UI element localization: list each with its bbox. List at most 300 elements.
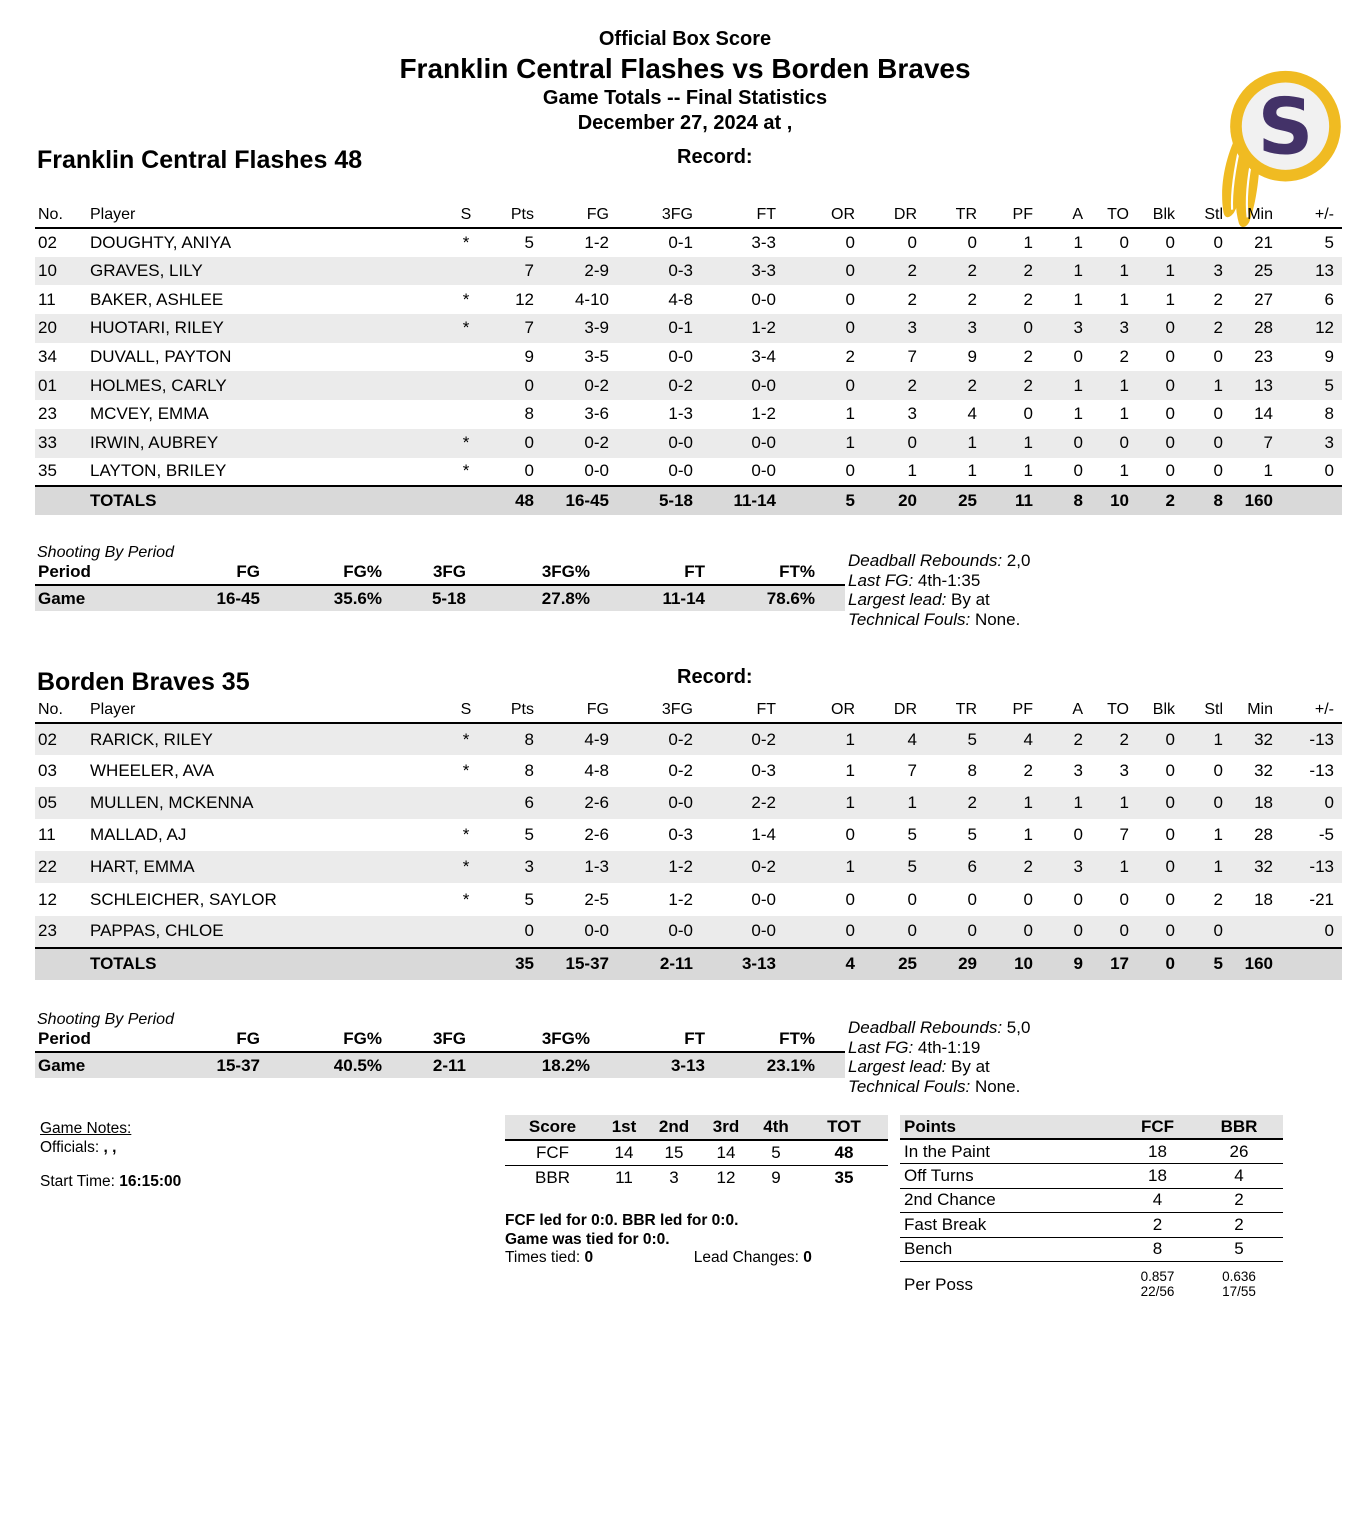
stat-ft: 0-0 [701, 429, 784, 458]
totals-blk: 2 [1137, 486, 1183, 515]
score-row-bbr [505, 1165, 888, 1190]
player-number: 35 [38, 461, 57, 481]
stat-min: 7 [1231, 429, 1281, 458]
player-row [35, 343, 1342, 372]
player-row [35, 916, 1342, 948]
team1-shooting-table [35, 562, 845, 611]
stat-ft: 2-2 [701, 787, 784, 819]
starter-flag: * [440, 851, 492, 883]
col-player: Player [87, 698, 440, 723]
stat-plusminus: -13 [1309, 761, 1334, 781]
player-number: 22 [35, 851, 87, 883]
stat-or: 0 [845, 232, 855, 252]
stat-fg: 0-0 [584, 461, 609, 481]
starter-flag: * [462, 232, 470, 252]
stat-to: 0 [1119, 889, 1129, 909]
stat-tr: 1 [967, 461, 977, 481]
stat-min: 28 [1254, 825, 1273, 845]
stat-blk: 0 [1137, 787, 1183, 819]
col-fgpct: FG% [260, 562, 382, 585]
game-notes-label: Game Notes: [40, 1120, 132, 1137]
stat-pf: 2 [1023, 347, 1033, 367]
stat-plusminus: 3 [1281, 429, 1342, 458]
stat-tr: 1 [925, 429, 985, 458]
stat-dr: 7 [907, 761, 917, 781]
stat-or: 0 [845, 825, 855, 845]
stat-stl: 0 [1213, 761, 1223, 781]
score-q2: 3 [669, 1167, 679, 1187]
player-number: 12 [38, 889, 57, 909]
stat-min: 13 [1231, 371, 1281, 400]
team2-shooting-header-row [35, 1029, 845, 1052]
col-pts: Pts [492, 698, 542, 723]
col-tot: TOT [800, 1115, 888, 1140]
stat-pf: 2 [1023, 761, 1033, 781]
stat-blk: 0 [1165, 404, 1175, 424]
stat-blk: 0 [1165, 825, 1175, 845]
shooting-3fgpct: 18.2% [466, 1052, 590, 1078]
totals-stl: 8 [1183, 486, 1231, 515]
team2-stats-header-row [35, 698, 1342, 723]
stat-or: 0 [784, 371, 863, 400]
col-score: Score [505, 1115, 600, 1140]
starter-flag: * [440, 314, 492, 343]
stat-to: 1 [1119, 404, 1129, 424]
stat-ft: 0-2 [701, 723, 784, 755]
officials-line: Officials: , , [40, 1139, 117, 1156]
stat-min: 32 [1254, 761, 1273, 781]
matchup-title: Franklin Central Flashes vs Borden Braves [399, 53, 971, 84]
per-poss-fcf-rate: 0.857 [1140, 1269, 1175, 1285]
player-row [35, 458, 1342, 487]
stat-stl: 0 [1183, 787, 1231, 819]
times-tied-line: Times tied: 0 Lead Changes: 0 [505, 1249, 812, 1266]
col-dr: DR [863, 698, 925, 723]
player-name: DOUGHTY, ANIYA [90, 232, 232, 252]
shooting-ftpct: 78.6% [705, 585, 845, 611]
player-number: 10 [35, 257, 87, 286]
totals-tr: 25 [925, 486, 985, 515]
stat-3fg: 4-8 [668, 289, 693, 309]
stat-3fg: 1-2 [668, 889, 693, 909]
stat-a: 2 [1041, 723, 1091, 755]
player-name: MCVEY, EMMA [90, 404, 209, 424]
col-fg: FG [542, 698, 617, 723]
stat-a: 3 [1041, 851, 1091, 883]
stat-plusminus: 0 [1324, 461, 1334, 481]
stat-tr: 5 [967, 825, 977, 845]
team2-notes [848, 1018, 1030, 1096]
shooting-3fgpct: 27.8% [466, 585, 590, 611]
totals-fg: 16-45 [542, 486, 617, 515]
score-team: FCF [505, 1140, 600, 1165]
starter-flag: * [462, 461, 470, 481]
col-tr: TR [925, 203, 985, 228]
stat-pts: 0 [492, 371, 542, 400]
stat-min: 27 [1254, 289, 1273, 309]
stat-tr: 0 [967, 232, 977, 252]
col-tr: TR [925, 698, 985, 723]
stat-blk: 1 [1165, 289, 1175, 309]
stat-3fg: 0-0 [617, 429, 701, 458]
stat-fg: 1-2 [584, 232, 609, 252]
stat-dr: 0 [907, 232, 917, 252]
col-blk: Blk [1137, 203, 1183, 228]
player-name: HOLMES, CARLY [87, 371, 440, 400]
player-number: 23 [35, 916, 87, 948]
points-row-off-turns: Off Turns 18 4 [900, 1164, 1283, 1189]
team2-shooting-game-row [35, 1052, 845, 1078]
stat-3fg: 0-3 [617, 257, 701, 286]
stat-tr: 2 [925, 257, 985, 286]
totals-to: 17 [1091, 948, 1137, 980]
stat-pf: 0 [985, 314, 1041, 343]
stat-a: 1 [1041, 371, 1091, 400]
stat-blk: 0 [1165, 461, 1175, 481]
stat-a: 0 [1041, 429, 1091, 458]
stat-to: 1 [1091, 257, 1137, 286]
totals-min: 160 [1231, 486, 1281, 515]
stat-a: 3 [1041, 314, 1091, 343]
stat-dr: 2 [863, 371, 925, 400]
stat-or: 1 [784, 429, 863, 458]
player-number: 02 [38, 232, 57, 252]
stat-dr: 7 [907, 347, 917, 367]
starter-flag: * [462, 889, 470, 909]
col-ftpct: FT% [705, 562, 845, 585]
totals-ft: 3-13 [701, 948, 784, 980]
stat-blk: 0 [1165, 347, 1175, 367]
stat-dr: 2 [863, 257, 925, 286]
player-name: BAKER, ASHLEE [90, 289, 224, 309]
team1-stats-table [35, 203, 1342, 515]
stat-fg: 0-0 [542, 916, 617, 948]
starter-flag: * [440, 429, 492, 458]
col-starter: S [440, 698, 492, 723]
stat-stl: 1 [1213, 825, 1223, 845]
stat-or: 1 [784, 851, 863, 883]
player-number: 05 [35, 787, 87, 819]
stat-plusminus: 9 [1324, 347, 1334, 367]
stat-fg: 4-9 [542, 723, 617, 755]
stat-min: 21 [1254, 232, 1273, 252]
stat-min: 14 [1254, 404, 1273, 424]
stat-stl: 0 [1183, 429, 1231, 458]
col-3fg: 3FG [617, 698, 701, 723]
stat-tr: 3 [925, 314, 985, 343]
team2-shooting-label: Shooting By Period [37, 1011, 174, 1028]
stat-dr: 5 [907, 825, 917, 845]
starter-flag [440, 371, 492, 400]
starter-flag [440, 916, 492, 948]
stat-to: 0 [1091, 916, 1137, 948]
stat-ft: 0-0 [701, 371, 784, 400]
player-number: 23 [38, 404, 57, 424]
stat-stl: 1 [1183, 723, 1231, 755]
stat-pf: 0 [1023, 889, 1033, 909]
stat-min: 23 [1254, 347, 1273, 367]
player-row [35, 723, 1342, 755]
last-fg-line: Last FG: 4th-1:19 [848, 1037, 981, 1057]
stat-ft: 1-4 [751, 825, 776, 845]
stat-blk: 0 [1165, 889, 1175, 909]
totals-to: 10 [1091, 486, 1137, 515]
col-no: No. [35, 203, 87, 228]
col-a: A [1041, 698, 1091, 723]
totals-tr: 29 [925, 948, 985, 980]
stat-pf: 1 [985, 429, 1041, 458]
score-row-fcf [505, 1140, 888, 1165]
player-row [35, 285, 1342, 314]
stat-tr: 6 [925, 851, 985, 883]
stat-a: 1 [1073, 289, 1083, 309]
stat-dr: 1 [907, 461, 917, 481]
col-to: TO [1091, 698, 1137, 723]
stat-blk: 0 [1137, 371, 1183, 400]
stat-fg: 0-2 [542, 429, 617, 458]
stat-stl: 0 [1213, 404, 1223, 424]
player-name: PAPPAS, CHLOE [87, 916, 440, 948]
totals-dr: 20 [863, 486, 925, 515]
stat-fg: 4-8 [584, 761, 609, 781]
stat-to: 1 [1119, 461, 1129, 481]
totals-min: 160 [1231, 948, 1281, 980]
per-poss-bbr-rate: 0.636 [1222, 1269, 1256, 1285]
stat-min: 18 [1254, 889, 1273, 909]
deadball-rebounds-line: Deadball Rebounds: 2,0 [848, 551, 1031, 570]
page-header [0, 28, 1370, 135]
shooting-ft: 11-14 [590, 585, 705, 611]
totals-3fg: 5-18 [617, 486, 701, 515]
stat-plusminus: -21 [1309, 889, 1334, 909]
stat-or: 0 [845, 461, 855, 481]
stat-dr: 1 [863, 787, 925, 819]
stat-to: 2 [1119, 347, 1129, 367]
stat-pts: 3 [492, 851, 542, 883]
totals-plusminus [1281, 948, 1342, 980]
stat-stl: 0 [1183, 916, 1231, 948]
player-name: MALLAD, AJ [90, 825, 187, 845]
stat-blk: 0 [1137, 314, 1183, 343]
player-row [35, 755, 1342, 787]
deadball-rebounds-line: Deadball Rebounds: 5,0 [848, 1018, 1031, 1037]
col-fcf: FCF [1120, 1115, 1195, 1139]
largest-lead-line: Largest lead: By at [848, 1057, 990, 1076]
stat-ft: 0-3 [751, 761, 776, 781]
col-3rd: 3rd [700, 1115, 752, 1140]
stat-or: 0 [784, 314, 863, 343]
stat-or: 2 [845, 347, 855, 367]
stat-fg: 2-6 [542, 787, 617, 819]
points-row-2nd-chance: 2nd Chance 4 2 [900, 1188, 1283, 1213]
stat-ft: 0-0 [751, 289, 776, 309]
shooting-period: Game [35, 585, 155, 611]
stat-fg: 2-9 [542, 257, 617, 286]
stat-pts: 5 [524, 889, 534, 909]
totals-dr: 25 [863, 948, 925, 980]
starter-flag: * [462, 289, 470, 309]
stat-min: 1 [1263, 461, 1273, 481]
per-poss-bbr-ratio: 17/55 [1222, 1284, 1256, 1300]
stat-to: 1 [1091, 851, 1137, 883]
points-row-bench: Bench 8 5 [900, 1237, 1283, 1262]
stat-to: 3 [1119, 761, 1129, 781]
stat-or: 1 [784, 723, 863, 755]
col-pf: PF [985, 203, 1041, 228]
col-3fg: 3FG [382, 562, 466, 585]
stat-tr: 0 [925, 916, 985, 948]
team2-record-label: Record: [677, 666, 753, 688]
shooting-fgpct: 40.5% [260, 1052, 382, 1078]
starter-flag: * [462, 761, 470, 781]
shooting-period: Game [35, 1052, 155, 1078]
stat-min [1231, 916, 1281, 948]
totals-pts: 35 [492, 948, 542, 980]
stat-or: 1 [845, 404, 855, 424]
team1-shooting-label: Shooting By Period [37, 544, 174, 561]
player-name: IRWIN, AUBREY [87, 429, 440, 458]
stat-ft: 3-4 [751, 347, 776, 367]
stat-blk: 1 [1137, 257, 1183, 286]
col-blk: Blk [1137, 698, 1183, 723]
stat-3fg: 0-2 [668, 761, 693, 781]
stat-fg: 1-3 [542, 851, 617, 883]
player-name: SCHLEICHER, SAYLOR [90, 889, 277, 909]
stat-dr: 2 [907, 289, 917, 309]
team1-notes [848, 551, 1030, 629]
points-header-row [900, 1115, 1283, 1139]
game-date: December 27, 2024 at , [577, 112, 793, 134]
stat-pts: 8 [492, 723, 542, 755]
stat-pts: 7 [492, 257, 542, 286]
player-name: LAYTON, BRILEY [90, 461, 227, 481]
stat-to: 1 [1119, 289, 1129, 309]
stat-3fg: 1-3 [668, 404, 693, 424]
stat-tr: 2 [925, 787, 985, 819]
stat-stl: 0 [1213, 232, 1223, 252]
col-pf: PF [985, 698, 1041, 723]
col-to: TO [1091, 203, 1137, 228]
stat-a: 0 [1073, 461, 1083, 481]
player-row [35, 314, 1342, 343]
logo-letter: S [1257, 82, 1314, 173]
stat-min: 28 [1231, 314, 1281, 343]
points-row-per-poss: Per Poss 0.857 22/56 0.636 17/55 [900, 1262, 1283, 1307]
col-a: A [1041, 203, 1091, 228]
stat-a: 3 [1073, 761, 1083, 781]
totals-or: 4 [784, 948, 863, 980]
starter-flag: * [440, 723, 492, 755]
stat-stl: 2 [1183, 314, 1231, 343]
stat-3fg: 0-3 [668, 825, 693, 845]
score-total: 35 [834, 1167, 854, 1187]
col-4th: 4th [752, 1115, 800, 1140]
col-1st: 1st [600, 1115, 648, 1140]
stat-tr: 2 [925, 371, 985, 400]
col-3fg: 3FG [382, 1029, 466, 1052]
starter-flag [440, 343, 492, 372]
stat-a: 1 [1041, 257, 1091, 286]
stat-to: 1 [1091, 787, 1137, 819]
stat-pts: 0 [492, 916, 542, 948]
stat-pts: 5 [524, 825, 534, 845]
player-row [35, 819, 1342, 851]
tied-line: Game was tied for 0:0. [505, 1231, 670, 1248]
col-2nd: 2nd [648, 1115, 700, 1140]
totals-label: TOTALS [87, 948, 440, 980]
stat-3fg: 0-0 [617, 916, 701, 948]
player-row [35, 400, 1342, 429]
last-fg-line: Last FG: 4th-1:35 [848, 570, 981, 590]
stat-pf: 0 [985, 916, 1041, 948]
stat-fg: 2-6 [584, 825, 609, 845]
stat-pts: 0 [492, 429, 542, 458]
col-or: OR [784, 203, 863, 228]
lead-summary [505, 1211, 738, 1249]
team1-record-label: Record: [677, 146, 753, 168]
col-3fg: 3FG [617, 203, 701, 228]
stat-pf: 4 [985, 723, 1041, 755]
col-ftpct: FT% [705, 1029, 845, 1052]
score-q3: 12 [716, 1167, 736, 1187]
col-plusminus: +/- [1281, 698, 1342, 723]
stat-min: 32 [1231, 723, 1281, 755]
stat-pf: 2 [985, 257, 1041, 286]
stat-a: 0 [1041, 916, 1091, 948]
col-fg: FG [155, 562, 260, 585]
stat-a: 0 [1073, 347, 1083, 367]
stat-stl: 0 [1213, 461, 1223, 481]
col-3fgpct: 3FG% [466, 1029, 590, 1052]
stat-to: 0 [1091, 429, 1137, 458]
player-name: RARICK, RILEY [87, 723, 440, 755]
stat-a: 0 [1073, 825, 1083, 845]
col-fg: FG [542, 203, 617, 228]
start-time-line: Start Time: 16:15:00 [40, 1173, 182, 1190]
col-player: Player [87, 203, 440, 228]
stat-pf: 1 [1023, 461, 1033, 481]
stat-stl: 2 [1213, 289, 1223, 309]
team1-title: Franklin Central Flashes 48 [37, 146, 363, 174]
stat-dr: 0 [863, 916, 925, 948]
col-stl: Stl [1183, 698, 1231, 723]
totals-pf: 10 [985, 948, 1041, 980]
stat-plusminus: 0 [1281, 787, 1342, 819]
col-pts: Pts [492, 203, 542, 228]
largest-lead-line: Largest lead: By at [848, 590, 990, 609]
stat-fg: 0-2 [542, 371, 617, 400]
col-bbr: BBR [1195, 1115, 1283, 1139]
player-row [35, 883, 1342, 915]
shooting-3fg: 5-18 [382, 585, 466, 611]
totals-or: 5 [784, 486, 863, 515]
player-number: 02 [35, 723, 87, 755]
totals-fg: 15-37 [542, 948, 617, 980]
col-plusminus: +/- [1281, 203, 1342, 228]
stat-or: 0 [784, 257, 863, 286]
team1-shooting-game-row [35, 585, 845, 611]
col-points: Points [900, 1115, 1120, 1139]
shooting-fgpct: 35.6% [260, 585, 382, 611]
score-total: 48 [800, 1140, 888, 1165]
stat-plusminus: 12 [1281, 314, 1342, 343]
player-row [35, 851, 1342, 883]
stat-dr: 4 [863, 723, 925, 755]
technical-fouls-line: Technical Fouls: None. [848, 1076, 1021, 1096]
score-by-period-table [505, 1115, 888, 1190]
stat-ft: 0-0 [751, 889, 776, 909]
team2-title: Borden Braves 35 [37, 668, 250, 696]
